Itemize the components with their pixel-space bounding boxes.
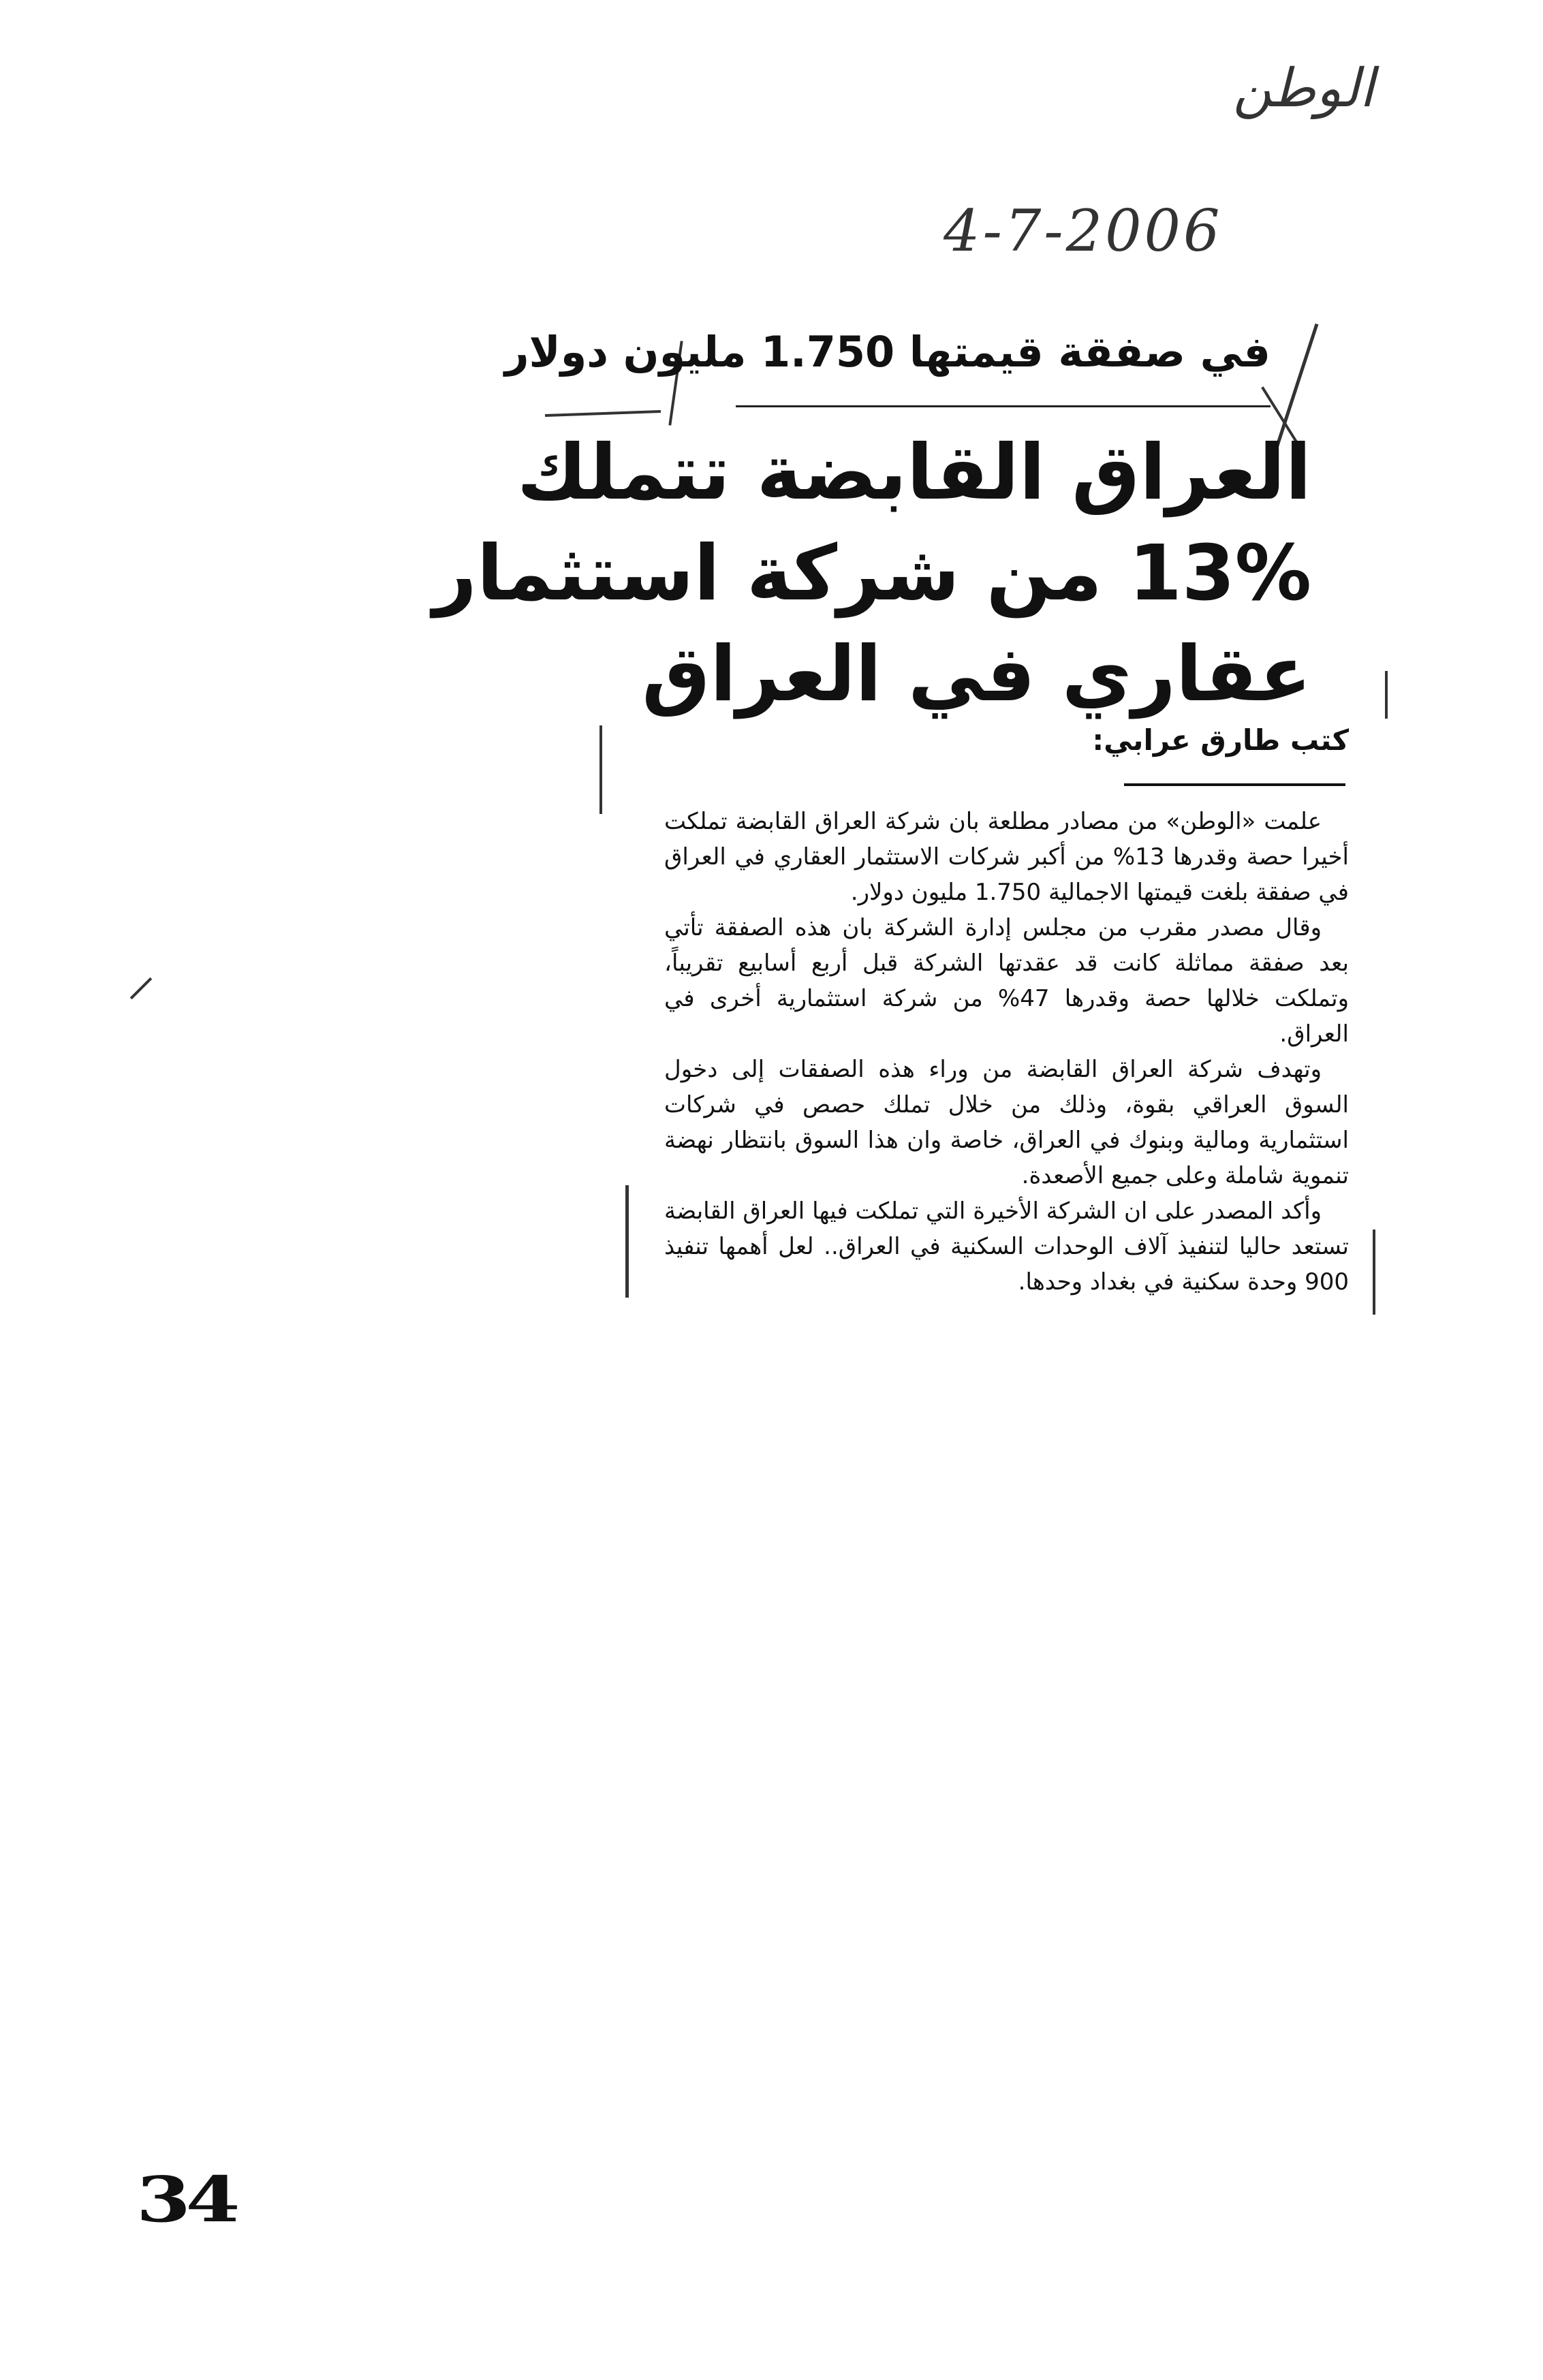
article-paragraph: وقال مصدر مقرب من مجلس إدارة الشركة بان هذه الصفقة تأتي بعد صفقة مماثلة كانت قد عقدتها الشركة قبل أربع أسابيع تقريباً، وتملكت خلالها حصة وقدرها 47% من شركة استثمارية أخرى في العراق. [664, 914, 1350, 1048]
pen-mark-edge [1385, 671, 1388, 719]
handwritten-date: 4-7-2006 [944, 198, 1223, 264]
pen-mark-tick [130, 977, 153, 1000]
article-paragraph: وأكد المصدر على ان الشركة الأخيرة التي تملكت فيها العراق القابضة تستعد حاليا لتنفيذ آلاف الوحدات السكنية في العراق.. لعل أهمها تنفيذ 900 وحدة سكنية في بغداد وحدها. [664, 1197, 1349, 1296]
handwritten-source-note: الوطن [1233, 58, 1375, 119]
article-body [664, 804, 1349, 1300]
byline-underline [1124, 783, 1345, 786]
headline-line: 13% من شركة استثمار [433, 529, 1311, 618]
article-paragraph: علمت «الوطن» من مصادر مطلعة بان شركة العراق القابضة تملكت أخيرا حصة وقدرها 13% من أكبر شركات الاستثمار العقاري في العراق في صفقة بلغت قيمتها الاجمالية 1.750 مليون دولار. [664, 808, 1349, 906]
pen-mark-rule [545, 410, 661, 417]
page-number: 34 [136, 2163, 236, 2236]
headline-line: العراق القابضة تتملك [516, 428, 1311, 517]
headline-line: عقاري في العراق [642, 630, 1311, 719]
pen-mark-bracket-left [599, 725, 602, 814]
pen-mark-bracket-right [1373, 1230, 1375, 1315]
article-byline: كتب طارق عرابي: [1092, 723, 1349, 757]
article-paragraph: وتهدف شركة العراق القابضة من وراء هذه الصفقات إلى دخول السوق العراقي بقوة، وذلك من خلال تملك حصص في شركات استثمارية ومالية وبنوك في العراق، خاصة وان هذا السوق بانتظار نهضة تنموية شاملة وعلى جميع الأصعدة. [664, 1056, 1349, 1189]
kicker-underline [736, 405, 1271, 407]
article-kicker: في صفقة قيمتها 1.750 مليون دولار [504, 327, 1271, 377]
pen-mark-bracket-left-lower [625, 1185, 629, 1298]
article-headline [433, 422, 1311, 725]
